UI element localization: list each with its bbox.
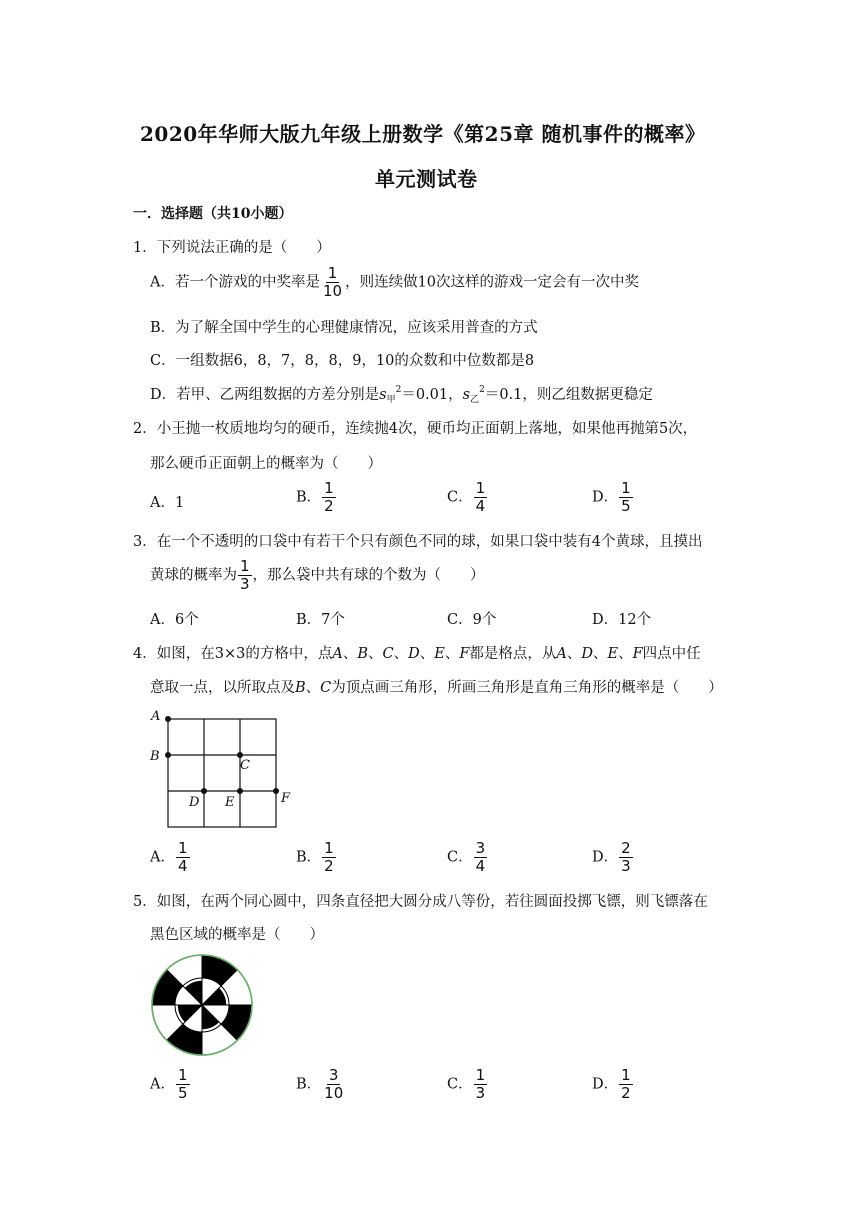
doc-title-line2: 单元测试卷: [375, 167, 478, 191]
text: 、: [444, 646, 460, 662]
q3-line2-pre: 黄球的概率为: [150, 567, 237, 584]
q2-option-d: [592, 480, 634, 515]
option-label: C．: [447, 489, 473, 506]
point-label: F: [459, 646, 470, 662]
point-label: C: [382, 646, 394, 662]
q1-a-pre: A．若一个游戏的中奖率是: [150, 274, 320, 291]
point-label: A: [332, 646, 343, 662]
q1-option-c: C．一组数据6，8，7，8，8，9，10的众数和中位数都是8: [150, 353, 535, 369]
label-f: F: [281, 791, 291, 806]
dartboard-figure: [150, 953, 254, 1057]
label-c: C: [240, 758, 250, 773]
point-a: [165, 716, 171, 722]
q3-line2: [150, 558, 485, 593]
q5-option-b: [296, 1067, 346, 1102]
fraction-denominator: 4: [475, 497, 486, 515]
fraction-denominator: 5: [177, 1084, 188, 1102]
text: 、: [393, 646, 409, 662]
option-label: B．: [296, 489, 322, 506]
q1-d-pre: D．若甲、乙两组数据的方差分别是: [150, 387, 380, 403]
fraction: [322, 480, 336, 515]
grid-figure: [145, 705, 305, 835]
point-label: C: [320, 680, 332, 696]
point-b: [165, 752, 171, 758]
fraction-denominator: 2: [621, 1084, 631, 1102]
point-label: E: [434, 646, 445, 662]
doc-title-line1: 2020年华师大版九年级上册数学《第25章 随机事件的概率》: [140, 122, 706, 146]
label-a: A: [151, 709, 161, 724]
q5-line2: 黑色区域的概率是（ ）: [150, 927, 324, 943]
fraction-denominator: 10: [324, 1084, 344, 1102]
q2-option-b: [296, 480, 337, 515]
fraction-numerator: 1: [621, 1066, 631, 1084]
variance-symbol: s: [379, 387, 387, 403]
text: 4．如图，在3×3的方格中，点: [133, 646, 333, 662]
q5-option-d: [592, 1067, 634, 1102]
q5-line1: 5．如图，在两个同心圆中，四条直径把大圆分成八等份，若往圆面投掷飞镖，则飞镖落在: [133, 894, 708, 910]
superscript: 2: [395, 385, 402, 395]
q3-line2-post: ，那么袋中共有球的个数为（ ）: [252, 567, 485, 584]
q5-option-c: [447, 1067, 488, 1102]
fraction: [474, 840, 488, 875]
text: 、: [305, 680, 321, 696]
point-d: [201, 788, 207, 794]
fraction: [322, 840, 336, 875]
fraction: [474, 480, 488, 515]
variance-symbol: s: [462, 387, 471, 403]
label-e: E: [225, 795, 235, 810]
text: 都是格点，从: [469, 646, 557, 662]
fraction-numerator: 1: [327, 264, 338, 282]
fraction: [322, 1067, 345, 1102]
text: 、: [367, 646, 383, 662]
fraction-numerator: 1: [475, 1066, 486, 1084]
q5-option-a: [150, 1067, 191, 1102]
point-label: A: [556, 646, 567, 662]
q3-line1: 3．在一个不透明的口袋中有若干个只有颜色不同的球，如果口袋中装有4个黄球，且摸出: [133, 534, 703, 550]
q4-option-c: [447, 840, 488, 875]
fraction-numerator: 1: [177, 1066, 188, 1084]
point-label: B: [295, 680, 306, 696]
option-label: D．: [592, 849, 619, 866]
fraction-denominator: 3: [240, 575, 250, 593]
subscript: 乙: [470, 395, 480, 405]
option-label: D．: [592, 489, 619, 506]
fraction: [619, 480, 633, 515]
fraction-denominator: 4: [177, 857, 188, 875]
fraction-denominator: 10: [322, 282, 343, 300]
fraction: [619, 1067, 633, 1102]
fraction-numerator: 1: [475, 479, 486, 497]
text: 、: [593, 646, 608, 662]
label-b: B: [150, 749, 160, 764]
point-f: [273, 788, 279, 794]
q1-a-fraction: [321, 265, 344, 300]
text: 四点中任: [642, 646, 701, 662]
q3-option-a: A．6个: [150, 612, 199, 628]
q4-option-d: [592, 840, 634, 875]
text: 为顶点画三角形，所画三角形是直角三角形的概率是（ ）: [331, 680, 723, 696]
fraction-denominator: 5: [621, 497, 631, 515]
point-label: D: [581, 646, 593, 662]
q4-option-a: [150, 840, 191, 875]
superscript: 2: [479, 385, 485, 395]
q1-option-b: B．为了解全国中学生的心理健康情况，应该采用普查的方式: [150, 320, 538, 336]
fraction-denominator: 3: [475, 1084, 486, 1102]
fraction-numerator: 1: [621, 479, 631, 497]
fraction-numerator: 1: [177, 839, 188, 857]
q2-option-c: [447, 480, 488, 515]
point-label: D: [408, 646, 420, 662]
fraction-numerator: 3: [475, 839, 486, 857]
fraction-denominator: 3: [621, 857, 631, 875]
option-label: B．: [296, 849, 322, 866]
point-label: E: [607, 646, 619, 662]
point-label: F: [632, 646, 643, 662]
fraction-numerator: 1: [240, 557, 250, 575]
point-label: B: [357, 646, 368, 662]
option-label: D．: [592, 1076, 619, 1093]
section-heading: 一．选择题（共10小题）: [133, 206, 293, 222]
text: 、: [342, 646, 358, 662]
subscript: 甲: [386, 395, 396, 405]
fraction-numerator: 2: [621, 839, 631, 857]
q1-d-mid: ＝0.01，: [401, 387, 463, 403]
q2-line1: 2．小王抛一枚质地均匀的硬币，连续抛4次，硬币均正面朝上落地，如果他再抛第5次，: [133, 421, 698, 437]
fraction: [176, 1067, 190, 1102]
option-label: A．: [150, 849, 175, 866]
q1-option-d: [150, 383, 653, 405]
q4-line1: [133, 642, 701, 663]
grid-outline: [168, 719, 276, 827]
fraction: [238, 558, 252, 593]
q4-line2: [150, 676, 723, 697]
fraction-denominator: 2: [324, 497, 334, 515]
text: 、: [566, 646, 582, 662]
option-label: C．: [447, 849, 473, 866]
fraction-numerator: 3: [328, 1066, 339, 1084]
label-d: D: [189, 795, 200, 810]
fraction: [619, 840, 633, 875]
option-label: C．: [447, 1076, 473, 1093]
fraction-denominator: 4: [475, 857, 486, 875]
q2-option-a: A．1: [150, 495, 185, 511]
fraction: [176, 840, 190, 875]
q3-option-b: B．7个: [296, 612, 345, 628]
q1-stem: 1．下列说法正确的是（ ）: [133, 240, 331, 256]
fraction-numerator: 1: [324, 479, 334, 497]
q3-option-d: D．12个: [592, 612, 652, 628]
q2-line2: 那么硬币正面朝上的概率为（ ）: [150, 456, 382, 472]
q1-option-a: [150, 265, 639, 300]
option-label: B．: [296, 1076, 322, 1093]
q1-d-post: ＝0.1，则乙组数据更稳定: [484, 387, 653, 403]
fraction: [474, 1067, 488, 1102]
text: 、: [419, 646, 435, 662]
fraction-denominator: 2: [324, 857, 334, 875]
q3-option-c: C．9个: [447, 612, 497, 628]
q1-a-post: ，则连续做10次这样的游戏一定会有一次中奖: [345, 274, 640, 291]
option-label: A．: [150, 1076, 175, 1093]
fraction-numerator: 1: [324, 839, 334, 857]
point-e: [237, 788, 243, 794]
text: 意取一点，以所取点及: [150, 680, 295, 696]
q4-option-b: [296, 840, 337, 875]
text: 、: [618, 646, 633, 662]
